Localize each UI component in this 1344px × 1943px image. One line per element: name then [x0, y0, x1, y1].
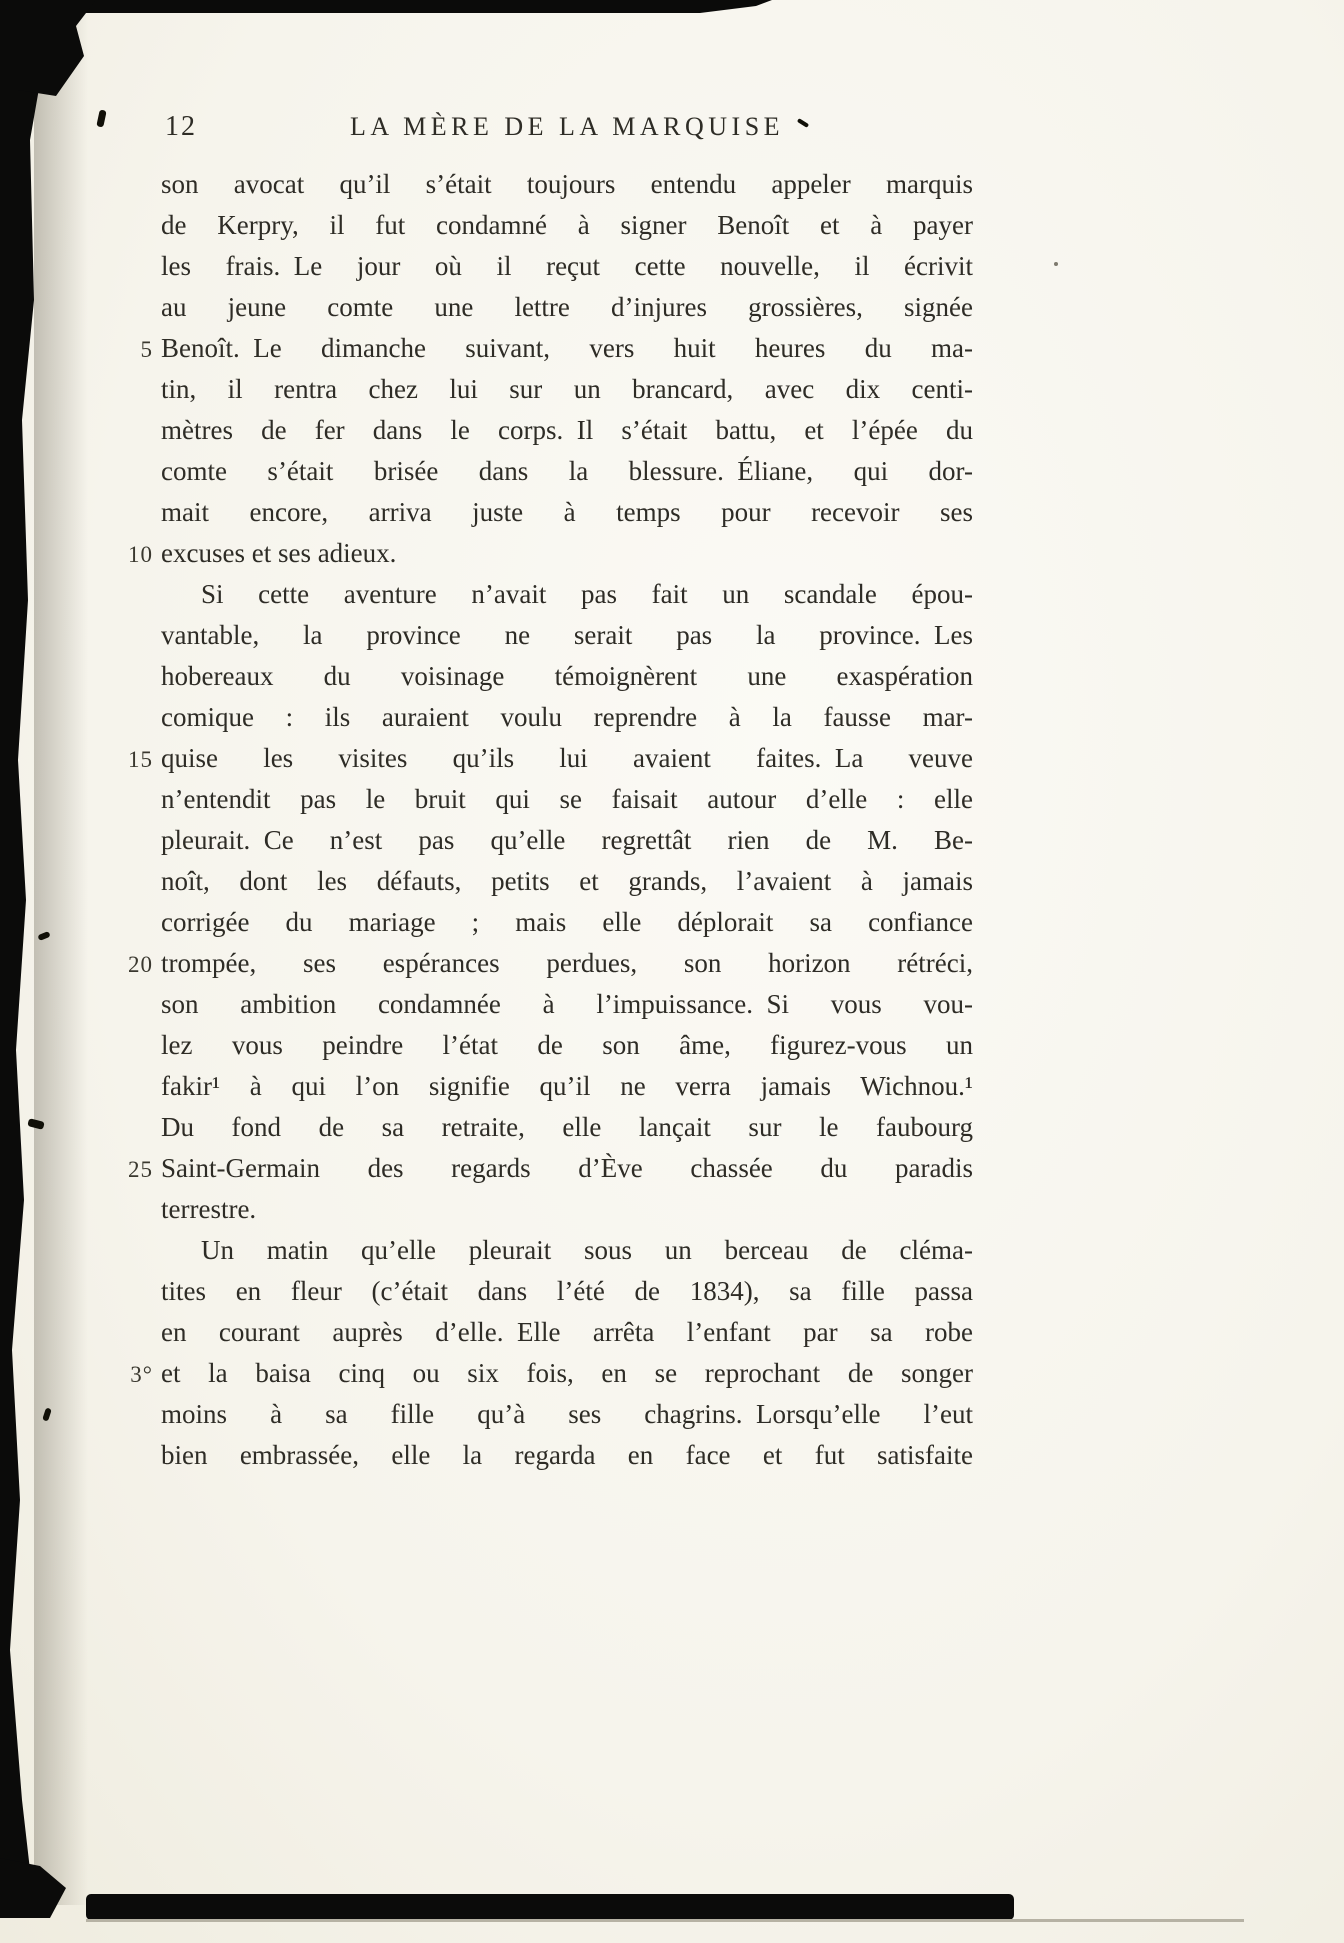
page-number: 12 [165, 111, 197, 142]
page-text-block [128, 164, 973, 1476]
text-line [161, 1312, 973, 1353]
text-line [161, 1394, 973, 1435]
text-line-content: corrigée du mariage ; mais elle déplorait sa confiance [161, 907, 973, 937]
text-line-content: quise les visites qu’ils lui avaient faites. La veuve [161, 743, 973, 773]
text-line [128, 533, 973, 574]
text-line [128, 1148, 973, 1189]
page-header [161, 110, 973, 146]
text-line [161, 1230, 973, 1271]
text-line [161, 615, 973, 656]
text-line [161, 205, 973, 246]
text-line-content: tites en fleur (c’était dans l’été de 1834), sa fille passa [161, 1276, 973, 1306]
text-line [140, 328, 973, 369]
running-title: LA MÈRE DE LA MARQUISE [349, 112, 785, 141]
text-line-content: trompée, ses espérances perdues, son horizon rétréci, [161, 948, 973, 978]
scan-edge-top [0, 0, 772, 13]
text-line [161, 1435, 973, 1476]
text-line [161, 574, 973, 615]
text-line-content: hobereaux du voisinage témoignèrent une exaspération [161, 661, 973, 691]
text-line-content: de Kerpry, il fut condamné à signer Benoît et à payer [161, 210, 973, 240]
text-line [161, 287, 973, 328]
text-line-content: n’entendit pas le bruit qui se faisait autour d’elle : elle [161, 784, 973, 814]
text-line-content: pleurait. Ce n’est pas qu’elle regrettât rien de M. Be- [161, 825, 973, 855]
text-line [161, 410, 973, 451]
text-line [161, 697, 973, 738]
text-line-content: noît, dont les défauts, petits et grands, l’avaient à jamais [161, 866, 973, 896]
scan-bottom-bar [86, 1894, 1014, 1920]
text-line [128, 738, 973, 779]
text-line [161, 369, 973, 410]
text-line-content: Du fond de sa retraite, elle lançait sur le faubourg [161, 1112, 973, 1142]
margin-line-number: 5 [140, 337, 153, 362]
margin-line-number: 10 [128, 542, 153, 567]
text-line-content: fakir¹ à qui l’on signifie qu’il ne verra jamais Wichnou.¹ [161, 1071, 973, 1101]
text-line-content: son avocat qu’il s’était toujours entendu appeler marquis [161, 169, 973, 199]
text-line-content: Saint-Germain des regards d’Ève chassée du paradis [161, 1153, 973, 1183]
text-line-content: Benoît. Le dimanche suivant, vers huit heures du ma- [161, 333, 973, 363]
text-line-content: Si cette aventure n’avait pas fait un scandale épou- [201, 579, 973, 609]
margin-line-number: 20 [128, 952, 153, 977]
text-line-content: lez vous peindre l’état de son âme, figurez-vous un [161, 1030, 973, 1060]
text-line-content: mait encore, arriva juste à temps pour recevoir ses [161, 497, 973, 527]
text-line [161, 451, 973, 492]
text-line-content: tin, il rentra chez lui sur un brancard, avec dix centi- [161, 374, 973, 404]
text-line-content: et la baisa cinq ou six fois, en se reprochant de songer [161, 1358, 973, 1388]
text-line-content: au jeune comte une lettre d’injures grossières, signée [161, 292, 973, 322]
margin-line-number: 3° [130, 1362, 153, 1387]
text-line [130, 1353, 973, 1394]
scan-bottom-line [86, 1919, 1244, 1922]
scan-speck [1054, 262, 1058, 266]
text-line [161, 656, 973, 697]
text-line-content: les frais. Le jour où il reçut cette nouvelle, il écrivit [161, 251, 973, 281]
text-line-content: comique : ils auraient voulu reprendre à la fausse mar- [161, 702, 973, 732]
text-line [161, 1189, 973, 1230]
text-line-content: vantable, la province ne serait pas la province. Les [161, 620, 973, 650]
margin-line-number: 25 [128, 1157, 153, 1182]
text-line [161, 1066, 973, 1107]
text-line [161, 820, 973, 861]
text-line [161, 246, 973, 287]
scan-left-gutter-shadow [34, 0, 88, 1905]
text-line-content: moins à sa fille qu’à ses chagrins. Lorsqu’elle l’eut [161, 1399, 973, 1429]
text-line [161, 492, 973, 533]
text-line-content: son ambition condamnée à l’impuissance. Si vous vou- [161, 989, 973, 1019]
text-line [161, 984, 973, 1025]
text-line [161, 1271, 973, 1312]
text-line-content: en courant auprès d’elle. Elle arrêta l’enfant par sa robe [161, 1317, 973, 1347]
margin-line-number: 15 [128, 747, 153, 772]
text-line [161, 779, 973, 820]
text-line [161, 861, 973, 902]
text-line [128, 943, 973, 984]
text-line [161, 1025, 973, 1066]
text-line [161, 902, 973, 943]
text-line-content: excuses et ses adieux. [161, 538, 397, 568]
text-line-content: Un matin qu’elle pleurait sous un berceau de cléma- [201, 1235, 973, 1265]
text-line-content: terrestre. [161, 1194, 257, 1224]
text-line [161, 1107, 973, 1148]
text-line [161, 164, 973, 205]
text-line-content: mètres de fer dans le corps. Il s’était battu, et l’épée du [161, 415, 973, 445]
text-line-content: bien embrassée, elle la regarda en face et fut satisfaite [161, 1440, 973, 1470]
text-line-content: comte s’était brisée dans la blessure. Éliane, qui dor- [161, 456, 973, 486]
